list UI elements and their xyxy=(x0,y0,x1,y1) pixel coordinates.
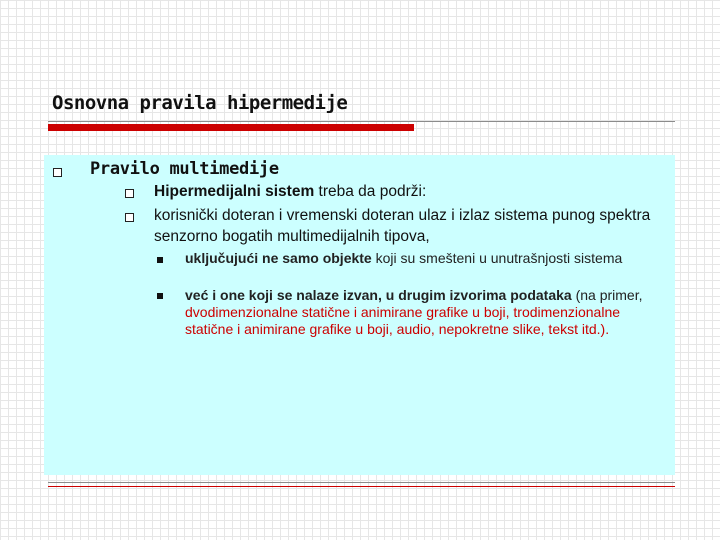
slide-title: Osnovna pravila hipermedije xyxy=(52,92,348,114)
footer-divider xyxy=(48,482,675,483)
footer-accent-line xyxy=(48,486,675,487)
level3-item-bold: uključujući ne samo objekte xyxy=(185,250,372,266)
level2-item: korisnički doteran i vremenski doteran ulaz i izlaz sistema punog spektra senzorno bogatih multimedijalnih tipova, xyxy=(154,207,651,245)
level2-item xyxy=(154,181,674,202)
level3-item-text: koji su smešteni u unutrašnjosti sistema xyxy=(371,250,623,266)
level3-item xyxy=(185,287,655,338)
level3-item xyxy=(185,250,655,267)
level1-item: Pravilo multimedije xyxy=(90,159,279,179)
filled-square-bullet-icon xyxy=(157,257,163,263)
hollow-square-bullet-icon xyxy=(125,213,134,222)
filled-square-bullet-icon xyxy=(157,293,163,299)
level3-item-text: (na primer, xyxy=(571,287,643,303)
title-divider xyxy=(48,121,675,122)
level2-item-text: treba da podrži: xyxy=(314,183,427,200)
level3-item-red-text: dvodimenzionalne statične i animirane grafike u boji, trodimenzionalne statične i animirane grafike u boji, audio, nepokretne slike, tekst itd.). xyxy=(185,304,621,337)
level3-item-bold: već i one koji se nalaze izvan, u drugim izvorima podataka xyxy=(185,287,572,303)
hollow-square-bullet-icon xyxy=(125,189,134,198)
title-accent-bar xyxy=(48,124,414,131)
level2-item-bold: Hipermedijalni sistem xyxy=(154,183,315,200)
hollow-square-bullet-icon xyxy=(53,168,62,177)
